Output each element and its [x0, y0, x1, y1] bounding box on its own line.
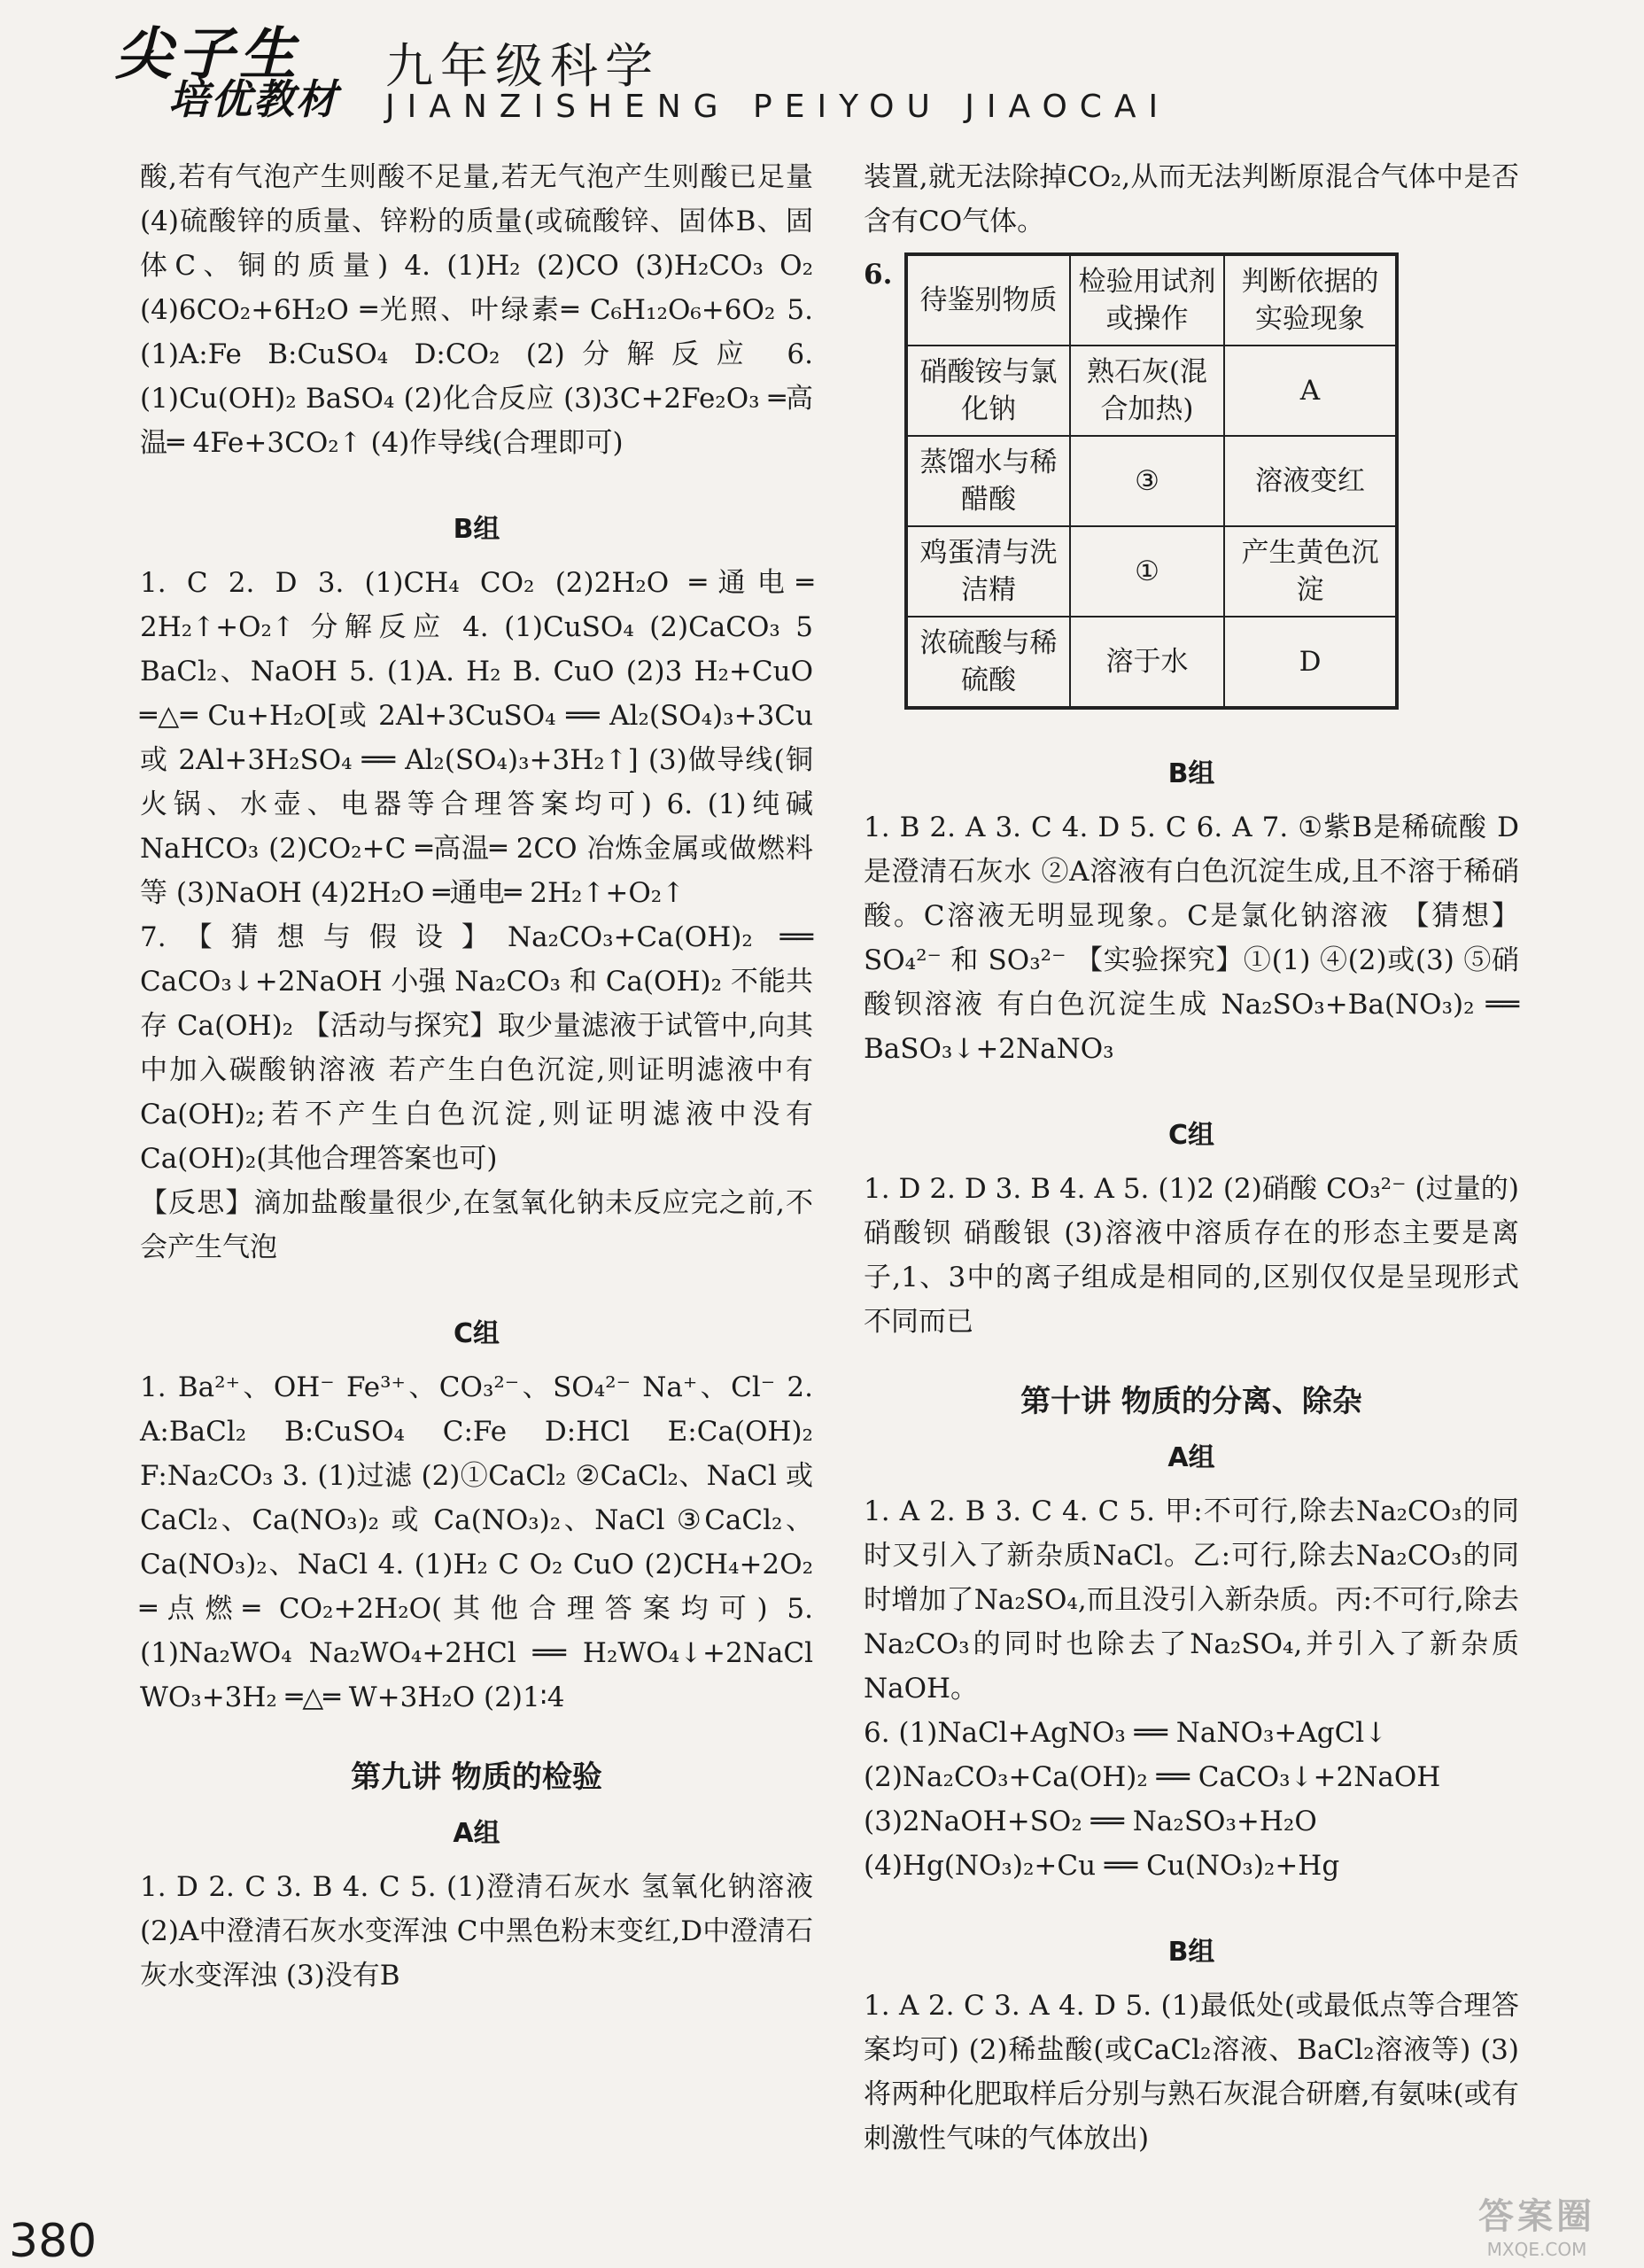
book-title: 九年级科学: [385, 38, 660, 94]
equation-line: (2)Na₂CO₃+Ca(OH)₂ ══ CaCO₃↓+2NaOH: [864, 1761, 1441, 1793]
detection-table: [904, 252, 1399, 710]
table-cell: 溶液变红: [1224, 436, 1397, 526]
table-row: [906, 436, 1397, 526]
equation-line: (4)Hg(NO₃)₂+Cu ══ Cu(NO₃)₂+Hg: [864, 1850, 1340, 1882]
lecture-10-title: 第十讲 物质的分离、除杂: [1020, 1384, 1362, 1419]
watermark-sub: MXQE.COM: [1486, 2239, 1587, 2260]
table-header: 判断依据的实验现象: [1224, 254, 1397, 346]
question-6-table-block: [864, 252, 1519, 710]
table-cell: 鸡蛋清与洗洁精: [906, 526, 1070, 617]
table-header-row: [906, 254, 1397, 346]
group-b2-text: 1. A 2. C 3. A 4. D 5. (1)最低处(或最低点等合理答案均可) (2)稀盐酸(或CaCl₂溶液、BaCl₂溶液等) (3)将两种化肥取样后分别与熟石灰混合研磨,有氨味(或有刺激性气味的气体放出): [864, 1990, 1519, 2155]
left-intro: 酸,若有气泡产生则酸不足量,若无气泡产生则酸已足量 (4)硫酸锌的质量、锌粉的质量(或硫酸锌、固体B、固体C、铜的质量) 4. (1)H₂ (2)CO (3)H₂CO₃ O₂ (4)6CO₂+6H₂O ═光照、叶绿素═ C₆H₁₂O₆+6O₂ 5. (1)A:Fe B:CuSO₄ D:CO₂ (2)分解反应 6. (1)Cu(OH)₂ BaSO₄ (2)化合反应 (3)3C+2Fe₂O₃ ═高温═ 4Fe+3CO₂↑ (4)作导线(合理即可): [140, 161, 813, 459]
group-c-text: 1. D 2. D 3. B 4. A 5. (1)2 (2)硝酸 CO₃²⁻ (过量的)硝酸钡 硝酸银 (3)溶液中溶质存在的形态主要是离子,1、3中的离子组成是相同的,区别仅仅是呈现形式不同而已: [864, 1173, 1519, 1338]
question-6-label: 6.: [864, 259, 893, 291]
book-pinyin: JIANZISHENG PEIYOU JIAOCAI: [385, 89, 1171, 125]
table-cell: 熟石灰(混合加热): [1070, 346, 1224, 436]
group-a-text: 1. A 2. B 3. C 4. C 5. 甲:不可行,除去Na₂CO₃的同时又引入了新杂质NaCl。乙:可行,除去Na₂CO₃的同时增加了Na₂SO₄,而且没引入新杂质。丙:不可行,除去Na₂CO₃的同时也除去了Na₂SO₄,并引入了新杂质NaOH。: [864, 1495, 1519, 1705]
group-b-text: 1. B 2. A 3. C 4. D 5. C 6. A 7. ①紫B是稀硫酸 D是澄清石灰水 ②A溶液有白色沉淀生成,且不溶于稀硝酸。C溶液无明显现象。C是氯化钠溶液 【猜想】SO₄²⁻ 和 SO₃²⁻ 【实验探究】①(1) ④(2)或(3) ⑤硝酸钡溶液 有白色沉淀生成 Na₂SO₃+Ba(NO₃)₂ ══ BaSO₃↓+2NaNO₃: [864, 812, 1519, 1065]
group-b-heading: B组: [1167, 758, 1215, 789]
watermark: [1444, 2188, 1630, 2259]
table-row: [906, 346, 1397, 436]
table-row: [906, 526, 1397, 617]
table-header: 待鉴别物质: [906, 254, 1070, 346]
page-header: [89, 9, 1594, 142]
table-cell: D: [1224, 617, 1397, 708]
right-intro: 装置,就无法除掉CO₂,从而无法判断原混合气体中是否含有CO气体。: [864, 161, 1519, 237]
group-b-text-2: 7.【猜想与假设】Na₂CO₃+Ca(OH)₂ ══ CaCO₃↓+2NaOH 小强 Na₂CO₃ 和 Ca(OH)₂ 不能共存 Ca(OH)₂ 【活动与探究】取少量滤液于试管中,向其中加入碳酸钠溶液 若产生白色沉淀,则证明滤液中有 Ca(OH)₂;若不产生白色沉淀,则证明滤液中没有 Ca(OH)₂(其他合理答案也可): [140, 921, 813, 1175]
watermark-main: 答案圈: [1478, 2196, 1595, 2237]
group-b-text-1: 1. C 2. D 3. (1)CH₄ CO₂ (2)2H₂O ═通电═ 2H₂↑+O₂↑ 分解反应 4. (1)CuSO₄ (2)CaCO₃ 5 BaCl₂、NaOH 5. (1)A. H₂ B. CuO (2)3 H₂+CuO ═△═ Cu+H₂O[或 2Al+3CuSO₄ ══ Al₂(SO₄)₃+3Cu 或 2Al+3H₂SO₄ ══ Al₂(SO₄)₃+3H₂↑] (3)做导线(铜火锅、水壶、电器等合理答案均可) 6. (1)纯碱 NaHCO₃ (2)CO₂+C ═高温═ 2CO 冶炼金属或做燃料等 (3)NaOH (4)2H₂O ═通电═ 2H₂↑+O₂↑: [140, 567, 813, 909]
group-c-text: 1. Ba²⁺、OH⁻ Fe³⁺、CO₃²⁻、SO₄²⁻ Na⁺、Cl⁻ 2. A:BaCl₂ B:CuSO₄ C:Fe D:HCl E:Ca(OH)₂ F:Na₂CO₃ 3. (1)过滤 (2)①CaCl₂ ②CaCl₂、NaCl 或 CaCl₂、Ca(NO₃)₂ 或 Ca(NO₃)₂、NaCl ③CaCl₂、Ca(NO₃)₂、NaCl 4. (1)H₂ C O₂ CuO (2)CH₄+2O₂ ═点燃═ CO₂+2H₂O(其他合理答案均可) 5. (1)Na₂WO₄ Na₂WO₄+2HCl ══ H₂WO₄↓+2NaCl WO₃+3H₂ ═△═ W+3H₂O (2)1∶4: [140, 1371, 813, 1713]
logo-line2: 培优教材: [168, 75, 338, 123]
group-a-heading: A组: [1167, 1442, 1215, 1473]
table-cell: A: [1224, 346, 1397, 436]
group-b2-heading: B组: [1167, 1937, 1215, 1968]
left-column: [140, 155, 813, 1998]
table-cell: ③: [1070, 436, 1224, 526]
table-cell: ①: [1070, 526, 1224, 617]
logo-line1: 尖子生: [115, 22, 301, 88]
right-column: [864, 155, 1519, 2161]
group-b-text-3: 【反思】滴加盐酸量很少,在氢氧化钠未反应完之前,不会产生气泡: [140, 1187, 813, 1263]
group-c-heading: C组: [1167, 1120, 1215, 1151]
group-c-heading: C组: [453, 1318, 500, 1349]
table-cell: 浓硫酸与稀硫酸: [906, 617, 1070, 708]
page-number: 380: [9, 2215, 97, 2268]
group-b-heading: B组: [453, 514, 500, 545]
table-header: 检验用试剂或操作: [1070, 254, 1224, 346]
table-cell: 蒸馏水与稀醋酸: [906, 436, 1070, 526]
lecture-9-title: 第九讲 物质的检验: [351, 1759, 602, 1795]
equation-line: 6. (1)NaCl+AgNO₃ ══ NaNO₃+AgCl↓: [864, 1717, 1388, 1749]
equation-line: (3)2NaOH+SO₂ ══ Na₂SO₃+H₂O: [864, 1806, 1317, 1837]
table-cell: 溶于水: [1070, 617, 1224, 708]
group-a-text: 1. D 2. C 3. B 4. C 5. (1)澄清石灰水 氢氧化钠溶液 (2)A中澄清石灰水变浑浊 C中黑色粉末变红,D中澄清石灰水变浑浊 (3)没有B: [140, 1871, 813, 1992]
table-cell: 产生黄色沉淀: [1224, 526, 1397, 617]
table-row: [906, 617, 1397, 708]
group-a-heading: A组: [453, 1818, 500, 1849]
table-cell: 硝酸铵与氯化钠: [906, 346, 1070, 436]
book-logo: [89, 9, 390, 133]
